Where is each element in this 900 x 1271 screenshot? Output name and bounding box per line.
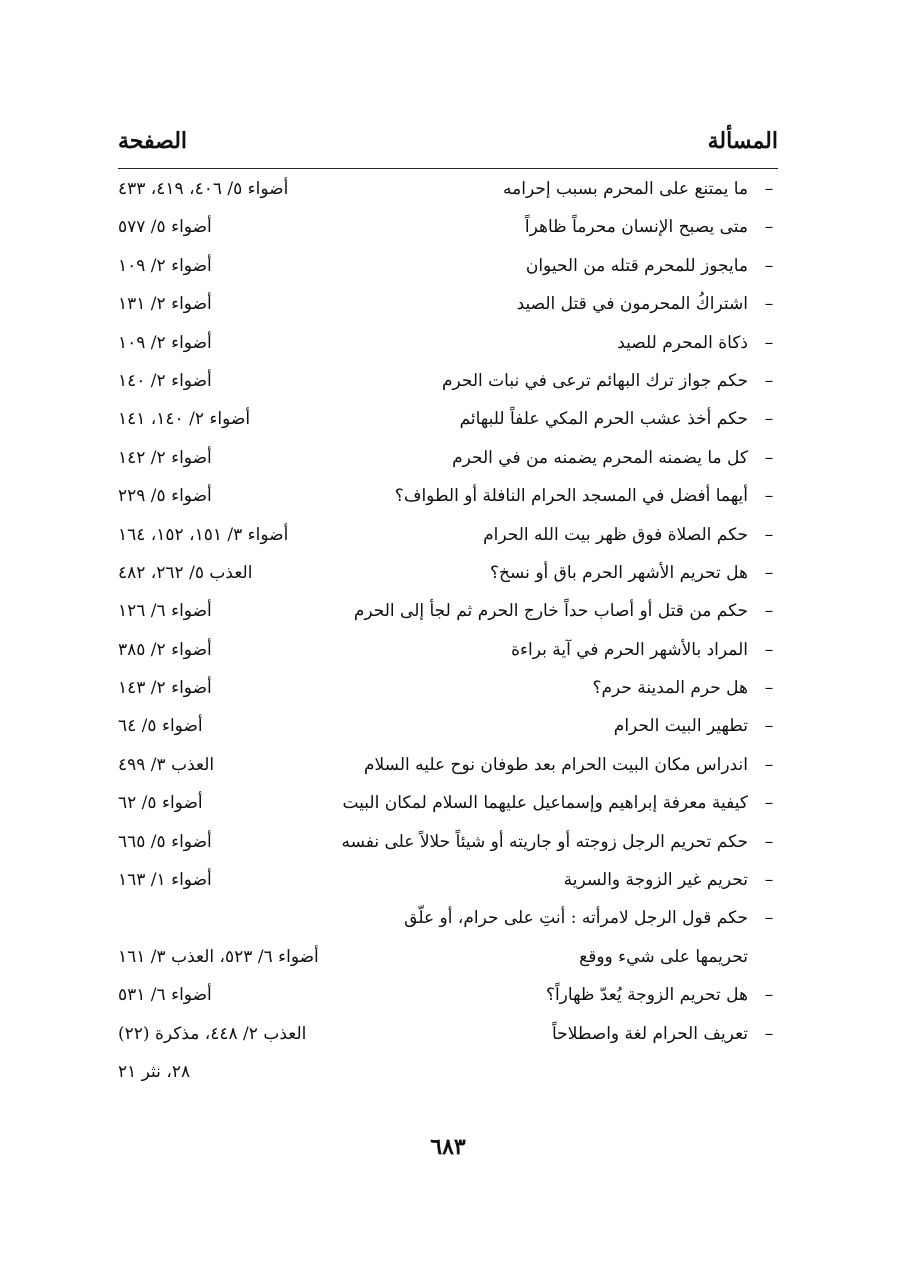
item-reference: أضواء ٦/ ٥٣١ bbox=[118, 985, 212, 1006]
item-reference: أضواء ٢/ ١٤٢ bbox=[118, 447, 212, 468]
item-bullet: – bbox=[764, 447, 774, 468]
item-reference: العذب ٥/ ٢٦٢، ٤٨٢ bbox=[118, 562, 253, 583]
list-item bbox=[118, 477, 778, 515]
item-question: مايجوز للمحرم قتله من الحيوان bbox=[525, 255, 748, 276]
item-reference: أضواء ٣/ ١٥١، ١٥٢، ١٦٤ bbox=[118, 524, 289, 545]
item-question: ذكاة المحرم للصيد bbox=[617, 332, 748, 353]
item-bullet: – bbox=[764, 486, 774, 507]
item-reference: أضواء ٥/ ٢٢٩ bbox=[118, 486, 212, 507]
item-question: حكم جواز ترك البهائم ترعى في نبات الحرم bbox=[441, 370, 748, 391]
list-item bbox=[118, 516, 778, 554]
item-question: المراد بالأشهر الحرم في آية براءة bbox=[511, 639, 748, 660]
page-column-heading: الصفحة bbox=[118, 128, 188, 154]
list-item bbox=[118, 170, 778, 208]
item-question: اندراس مكان البيت الحرام بعد طوفان نوح عليه السلام bbox=[363, 754, 748, 775]
item-question: هل تحريم الزوجة يُعدّ ظهاراً؟ bbox=[545, 985, 748, 1006]
item-bullet: – bbox=[764, 908, 774, 929]
item-bullet: – bbox=[764, 562, 774, 583]
list-item bbox=[118, 631, 778, 669]
item-bullet: – bbox=[764, 217, 774, 238]
item-reference: أضواء ٢/ ١٣١ bbox=[118, 294, 212, 315]
item-question: حكم الصلاة فوق ظهر بيت الله الحرام bbox=[483, 524, 748, 545]
item-bullet: – bbox=[764, 985, 774, 1006]
item-reference: أضواء ١/ ١٦٣ bbox=[118, 870, 212, 891]
list-item bbox=[118, 861, 778, 899]
list-item bbox=[118, 784, 778, 822]
item-question: حكم من قتل أو أصاب حداً خارج الحرم ثم لجأ إلى الحرم bbox=[353, 601, 748, 622]
item-question: حكم قول الرجل لامرأته : أنتِ على حرام، أو علّق bbox=[404, 908, 748, 929]
item-bullet: – bbox=[764, 179, 774, 199]
item-question: هل حرم المدينة حرم؟ bbox=[592, 678, 748, 699]
item-reference: أضواء ٢/ ١٠٩ bbox=[118, 255, 212, 276]
item-question: حكم أخذ عشب الحرم المكي علفاً للبهائم bbox=[459, 409, 748, 430]
list-item bbox=[118, 823, 778, 861]
item-reference: أضواء ٢/ ٣٨٥ bbox=[118, 639, 212, 660]
item-reference: أضواء ٢/ ١٤٠، ١٤١ bbox=[118, 409, 251, 430]
item-bullet: – bbox=[764, 639, 774, 660]
item-question: تحريم غير الزوجة والسرية bbox=[563, 870, 748, 891]
list-item bbox=[118, 976, 778, 1014]
item-question: أيهما أفضل في المسجد الحرام النافلة أو الطواف؟ bbox=[394, 486, 748, 507]
list-item bbox=[118, 746, 778, 784]
item-bullet: – bbox=[764, 255, 774, 276]
item-bullet: – bbox=[764, 601, 774, 622]
item-question: متى يصبح الإنسان محرماً ظاهراً bbox=[524, 217, 748, 238]
item-question: حكم تحريم الرجل زوجته أو جاريته أو شيئاً حلالاً على نفسه bbox=[341, 831, 748, 852]
item-reference: أضواء ٢/ ١٤٠ bbox=[118, 370, 212, 391]
list-item bbox=[118, 1053, 778, 1091]
item-question: كل ما يضمنه المحرم يضمنه من في الحرم bbox=[452, 447, 748, 468]
item-reference: العذب ٣/ ٤٩٩ bbox=[118, 754, 215, 775]
item-question: هل تحريم الأشهر الحرم باق أو نسخ؟ bbox=[490, 562, 748, 583]
item-bullet: – bbox=[764, 678, 774, 699]
item-bullet: – bbox=[764, 1023, 774, 1044]
item-bullet: – bbox=[764, 524, 774, 545]
item-reference: أضواء ٦/ ١٢٦ bbox=[118, 601, 212, 622]
header-divider bbox=[118, 168, 778, 169]
list-item bbox=[118, 554, 778, 592]
list-item bbox=[118, 707, 778, 745]
item-bullet: – bbox=[764, 409, 774, 430]
list-item bbox=[118, 669, 778, 707]
list-item bbox=[118, 400, 778, 438]
page-number: ٦٨٣ bbox=[430, 1134, 466, 1160]
question-column-heading: المسألة bbox=[707, 128, 778, 154]
item-bullet: – bbox=[764, 332, 774, 353]
item-reference: العذب ٢/ ٤٤٨، مذكرة (٢٢) bbox=[118, 1023, 307, 1044]
item-bullet: – bbox=[764, 831, 774, 852]
item-reference: أضواء ٥/ ٥٧٧ bbox=[118, 217, 212, 238]
item-reference: أضواء ٥/ ٦٤ bbox=[118, 716, 203, 737]
list-item bbox=[118, 247, 778, 285]
item-reference: ٢٨، نثر ٢١ bbox=[118, 1061, 191, 1082]
item-question: ما يمتنع على المحرم بسبب إحرامه bbox=[503, 179, 748, 199]
item-reference: أضواء ٥/ ٦٢ bbox=[118, 793, 203, 814]
list-item bbox=[118, 324, 778, 362]
list-item bbox=[118, 285, 778, 323]
item-bullet: – bbox=[764, 294, 774, 315]
item-question: كيفية معرفة إبراهيم وإسماعيل عليهما السلام لمكان البيت bbox=[342, 793, 748, 814]
item-bullet: – bbox=[764, 793, 774, 814]
list-item bbox=[118, 592, 778, 630]
item-reference: أضواء ٢/ ١٠٩ bbox=[118, 332, 212, 353]
list-item bbox=[118, 1015, 778, 1053]
index-page bbox=[118, 118, 778, 1158]
list-item bbox=[118, 208, 778, 246]
item-reference: أضواء ٢/ ١٤٣ bbox=[118, 678, 212, 699]
item-question: اشتراكُ المحرمون في قتل الصيد bbox=[516, 294, 748, 315]
item-question: تعريف الحرام لغة واصطلاحاً bbox=[552, 1023, 748, 1044]
item-reference: أضواء ٥/ ٤٠٦، ٤١٩، ٤٣٣ bbox=[118, 179, 289, 199]
item-bullet: – bbox=[764, 716, 774, 737]
list-item bbox=[118, 439, 778, 477]
item-reference: أضواء ٦/ ٥٢٣، العذب ٣/ ١٦١ bbox=[118, 946, 319, 967]
item-bullet: – bbox=[764, 370, 774, 391]
list-item bbox=[118, 899, 778, 937]
item-bullet: – bbox=[764, 870, 774, 891]
list-item bbox=[118, 938, 778, 976]
item-bullet: – bbox=[764, 754, 774, 775]
index-list bbox=[118, 170, 778, 1091]
item-question: تطهير البيت الحرام bbox=[613, 716, 748, 737]
table-header bbox=[118, 128, 778, 168]
item-question: تحريمها على شيء ووقع bbox=[579, 946, 748, 967]
item-reference: أضواء ٥/ ٦٦٥ bbox=[118, 831, 212, 852]
list-item bbox=[118, 362, 778, 400]
